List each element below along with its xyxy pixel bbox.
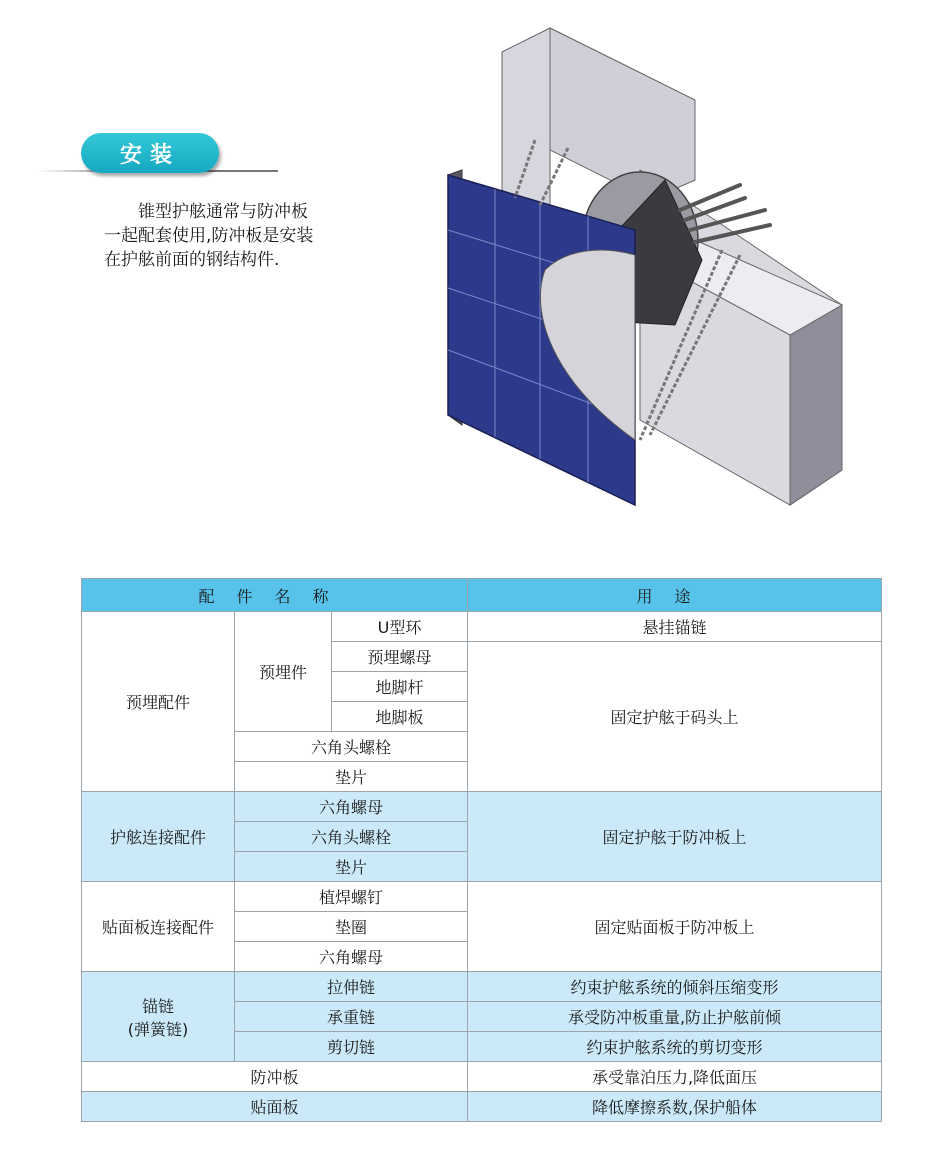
fender-installation-illustration (440, 20, 860, 510)
section-title-pill (81, 133, 219, 173)
intro-paragraph: 锥型护舷通常与防冲板一起配套使用,防冲板是安装在护舷前面的钢结构件. (104, 202, 314, 270)
group-embedded: 预埋配件 (82, 612, 235, 792)
part-fender-hex-nut: 六角螺母 (235, 792, 468, 822)
use-shear-chain: 约束护舷系统的剪切变形 (468, 1032, 882, 1062)
quay-wall-face (502, 28, 550, 220)
table-row (82, 792, 882, 822)
use-fender-connection: 固定护舷于防冲板上 (468, 792, 882, 882)
part-facepad-hex-nut: 六角螺母 (235, 942, 468, 972)
use-face-pad: 降低摩擦系数,保护船体 (468, 1092, 882, 1122)
group-chains-label: 锚链 (141, 996, 174, 1016)
part-fender-hex-bolt: 六角头螺栓 (235, 822, 468, 852)
table-row (82, 972, 882, 1002)
part-frontal-panel: 防冲板 (82, 1062, 468, 1092)
part-shear-chain: 剪切链 (235, 1032, 468, 1062)
table-row (82, 882, 882, 912)
table-row (82, 612, 882, 642)
group-chains (82, 972, 235, 1062)
subgroup-embedded: 预埋件 (235, 612, 332, 732)
part-embed-washer: 垫片 (235, 762, 468, 792)
table-row (82, 1092, 882, 1122)
use-frontal-panel: 承受靠泊压力,降低面压 (468, 1062, 882, 1092)
group-fender-connection: 护舷连接配件 (82, 792, 235, 882)
use-u-ring: 悬挂锚链 (468, 612, 882, 642)
part-tension-chain: 拉伸链 (235, 972, 468, 1002)
group-chains-sublabel: (弹簧链) (127, 1019, 189, 1039)
group-facepad-connection: 贴面板连接配件 (82, 882, 235, 972)
part-face-pad: 贴面板 (82, 1092, 468, 1122)
use-weight-chain: 承受防冲板重量,防止护舷前倾 (468, 1002, 882, 1032)
use-embedded: 固定护舷于码头上 (468, 642, 882, 792)
use-tension-chain: 约束护舷系统的倾斜压缩变形 (468, 972, 882, 1002)
quay-ledge-side (790, 305, 842, 505)
header-use: 用途 (468, 579, 882, 612)
part-anchor-plate: 地脚板 (332, 702, 468, 732)
parts-table (81, 578, 882, 1122)
part-gasket: 垫圈 (235, 912, 468, 942)
table-row (82, 1062, 882, 1092)
header-part-name: 配件名称 (82, 579, 468, 612)
section-title: 安装 (119, 142, 180, 168)
part-embed-nut: 预埋螺母 (332, 642, 468, 672)
part-stud: 植焊螺钉 (235, 882, 468, 912)
part-weight-chain: 承重链 (235, 1002, 468, 1032)
use-facepad-connection: 固定贴面板于防冲板上 (468, 882, 882, 972)
part-anchor-rod: 地脚杆 (332, 672, 468, 702)
part-u-ring: U型环 (332, 612, 468, 642)
part-embed-hex-bolt: 六角头螺栓 (235, 732, 468, 762)
part-fender-washer: 垫片 (235, 852, 468, 882)
